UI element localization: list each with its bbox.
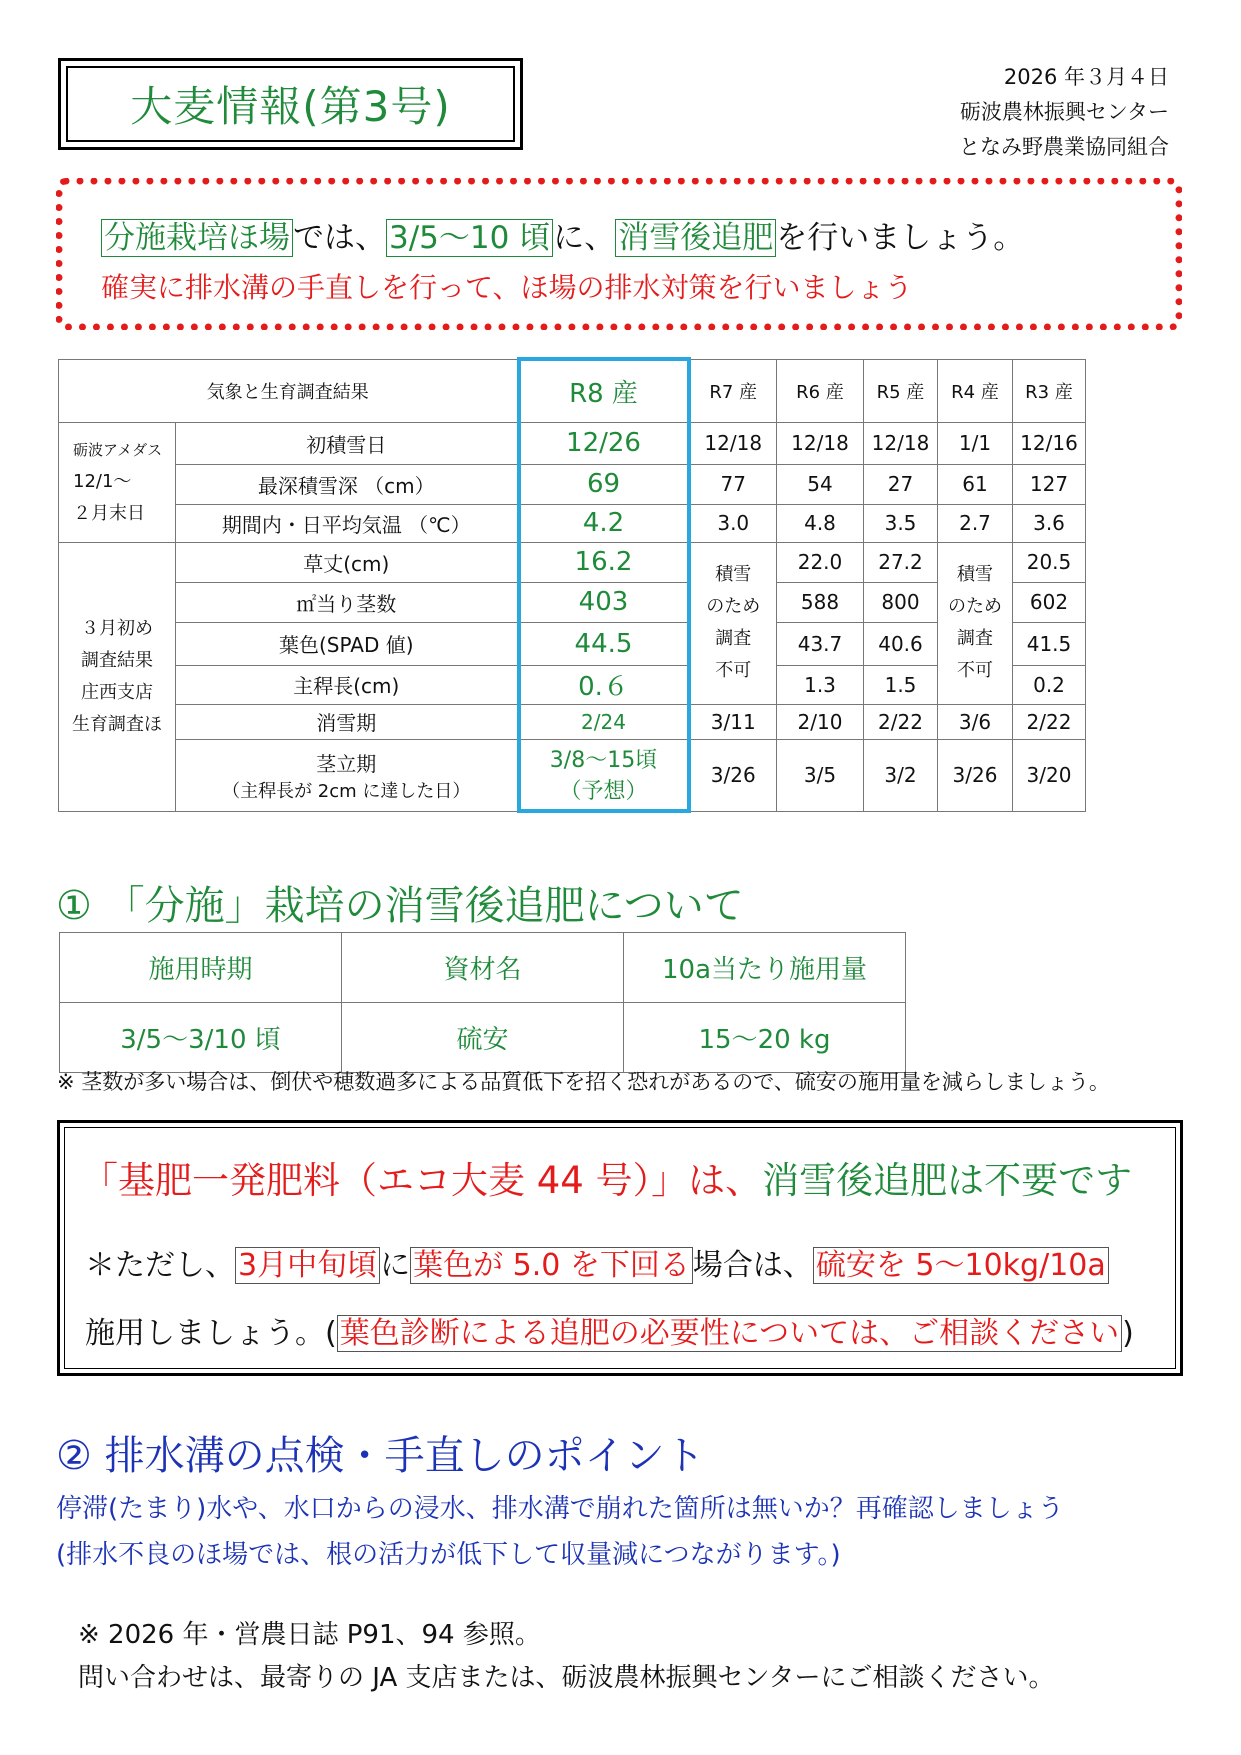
cell: 22.0 bbox=[777, 542, 864, 582]
cell: 12/18 bbox=[689, 422, 777, 464]
cell: 2/10 bbox=[777, 704, 864, 739]
fert-cell: 15～20 kg bbox=[624, 1003, 906, 1073]
cell: 3/11 bbox=[689, 704, 777, 739]
fert-header: 施用時期 bbox=[60, 933, 342, 1003]
cell: 1.3 bbox=[777, 665, 864, 704]
cell: 27.2 bbox=[864, 542, 938, 582]
cell: 3.5 bbox=[864, 504, 938, 542]
cell: 1.5 bbox=[864, 665, 938, 704]
footer bbox=[78, 1614, 1055, 1700]
base-text: に bbox=[380, 1248, 411, 1283]
title-box bbox=[58, 58, 523, 150]
alert-text: に、 bbox=[553, 220, 616, 256]
base-text: ) bbox=[1122, 1316, 1134, 1351]
alert-line-1 bbox=[101, 213, 1145, 263]
fert-cell: 硫安 bbox=[342, 1003, 624, 1073]
fert-cell: 3/5～3/10 頃 bbox=[60, 1003, 342, 1073]
cell-r8: 2/24 bbox=[519, 704, 689, 739]
issuer-org-1: 砺波農林振興センター bbox=[959, 100, 1169, 124]
alert-line-2: 確実に排水溝の手直しを行って、ほ場の排水対策を行いましょう bbox=[101, 271, 913, 304]
cell-r8: 0.６ bbox=[519, 665, 689, 704]
section-1-title: ① 「分施」栽培の消雪後追肥について bbox=[56, 883, 744, 929]
issuer-org-2: となみ野農業協同組合 bbox=[959, 135, 1169, 159]
page-title: 大麦情報(第3号) bbox=[66, 66, 515, 142]
no-survey-line: 積雪 bbox=[715, 564, 752, 585]
fertilizer-table bbox=[59, 932, 906, 1073]
alert-text: を行いましょう。 bbox=[776, 220, 1025, 256]
survey-title: 気象と生育調査結果 bbox=[59, 359, 519, 422]
row-label-note: （主稈長が 2cm に達した日） bbox=[222, 780, 471, 802]
base-highlight-consult: 葉色診断による追肥の必要性については、ご相談ください bbox=[337, 1315, 1122, 1352]
footer-contact: 問い合わせは、最寄りの JA 支店または、砺波農林振興センターにご相談ください。 bbox=[78, 1663, 1055, 1693]
cell-r8: 12/26 bbox=[519, 422, 689, 464]
cell: 40.6 bbox=[864, 622, 938, 665]
group-survey-line: 庄西支店 bbox=[81, 681, 153, 703]
cell-no-survey-r7 bbox=[689, 542, 777, 704]
row-label: 最深積雪深 （cm） bbox=[176, 464, 519, 504]
cell: 127 bbox=[1013, 464, 1086, 504]
no-survey-line: 不可 bbox=[957, 660, 993, 681]
cell: 3.0 bbox=[689, 504, 777, 542]
group-weather-line: 12/1～ bbox=[73, 471, 132, 492]
drainage-line-1: 停滞(たまり)水や、水口からの浸水、排水溝で崩れた箇所は無いか？再確認しましょう bbox=[56, 1494, 1064, 1524]
row-label: 葉色(SPAD 値) bbox=[176, 622, 519, 665]
alert-highlight-date: 3/5～10 頃 bbox=[386, 219, 553, 257]
cell: 12/18 bbox=[777, 422, 864, 464]
cell: 20.5 bbox=[1013, 542, 1086, 582]
cell-r8-note: （予想） bbox=[559, 779, 648, 805]
drainage-text bbox=[56, 1486, 1064, 1578]
alert-highlight-topdress: 消雪後追肥 bbox=[615, 219, 776, 257]
group-survey-line: 調査結果 bbox=[81, 649, 153, 671]
cell-r8: 44.5 bbox=[519, 622, 689, 665]
row-label: ㎡当り茎数 bbox=[176, 582, 519, 622]
base-line-3 bbox=[85, 1308, 1134, 1352]
drainage-line-2: (排水不良のほ場では、根の活力が低下して収量減につながります。) bbox=[56, 1540, 841, 1570]
year-header: R4 産 bbox=[938, 359, 1013, 422]
no-survey-line: 調査 bbox=[957, 628, 993, 649]
cell: 602 bbox=[1013, 582, 1086, 622]
base-fertilizer-box bbox=[57, 1120, 1183, 1376]
base-highlight-leaf-color: 葉色が 5.0 を下回る bbox=[410, 1247, 693, 1284]
year-header-r8: R8 産 bbox=[519, 359, 689, 422]
cell: 3/20 bbox=[1013, 739, 1086, 811]
no-survey-line: 調査 bbox=[715, 628, 752, 649]
cell: 3/26 bbox=[938, 739, 1013, 811]
cell-r8: 16.2 bbox=[519, 542, 689, 582]
cell-r8: 4.2 bbox=[519, 504, 689, 542]
cell: 2/22 bbox=[864, 704, 938, 739]
fert-header: 資材名 bbox=[342, 933, 624, 1003]
group-weather-line: ２月末日 bbox=[73, 503, 145, 524]
cell-r8-stem bbox=[519, 739, 689, 811]
cell: 0.2 bbox=[1013, 665, 1086, 704]
cell: 12/18 bbox=[864, 422, 938, 464]
year-header: R3 産 bbox=[1013, 359, 1086, 422]
base-title-green: 消雪後追肥は不要です bbox=[762, 1159, 1133, 1202]
cell: 2.7 bbox=[938, 504, 1013, 542]
cell: 61 bbox=[938, 464, 1013, 504]
base-text: 場合は、 bbox=[692, 1248, 813, 1283]
group-weather-line: 砺波アメダス bbox=[73, 441, 163, 459]
cell: 3/5 bbox=[777, 739, 864, 811]
alert-text: では、 bbox=[293, 220, 386, 256]
base-text: 施用しましょう。( bbox=[85, 1316, 337, 1351]
group-weather bbox=[59, 422, 176, 542]
row-label-stem bbox=[176, 739, 519, 811]
cell: 3/6 bbox=[938, 704, 1013, 739]
issue-date: 2026 年３月４日 bbox=[1003, 65, 1169, 89]
base-fertilizer-inner bbox=[64, 1127, 1176, 1369]
cell: 4.8 bbox=[777, 504, 864, 542]
section-2-title: ② 排水溝の点検・手直しのポイント bbox=[56, 1433, 705, 1479]
cell: 43.7 bbox=[777, 622, 864, 665]
no-survey-line: 積雪 bbox=[957, 564, 993, 585]
issuer-block bbox=[959, 60, 1169, 165]
cell: 588 bbox=[777, 582, 864, 622]
row-label: 主稈長(cm) bbox=[176, 665, 519, 704]
row-label: 消雪期 bbox=[176, 704, 519, 739]
base-title-red: 「基肥一発肥料（エコ大麦 44 号）」は、 bbox=[81, 1159, 763, 1202]
cell: 12/16 bbox=[1013, 422, 1086, 464]
alert-box bbox=[56, 178, 1182, 330]
base-highlight-amount: 硫安を 5～10kg/10a bbox=[813, 1247, 1109, 1284]
cell: 77 bbox=[689, 464, 777, 504]
cell: 2/22 bbox=[1013, 704, 1086, 739]
cell: 800 bbox=[864, 582, 938, 622]
cell-r8: 403 bbox=[519, 582, 689, 622]
cell: 41.5 bbox=[1013, 622, 1086, 665]
row-label: 茎立期 bbox=[316, 751, 377, 776]
no-survey-line: のため bbox=[948, 596, 1002, 617]
cell: 27 bbox=[864, 464, 938, 504]
group-survey-line: ３月初め bbox=[81, 617, 153, 639]
base-text: ＊ただし、 bbox=[85, 1248, 235, 1283]
cell: 3.6 bbox=[1013, 504, 1086, 542]
no-survey-line: のため bbox=[706, 596, 761, 617]
row-label: 期間内・日平均気温 （℃） bbox=[176, 504, 519, 542]
base-line-2 bbox=[85, 1240, 1109, 1284]
cell: 54 bbox=[777, 464, 864, 504]
cell: 3/26 bbox=[689, 739, 777, 811]
cell: 3/2 bbox=[864, 739, 938, 811]
row-label: 草丈(cm) bbox=[176, 542, 519, 582]
fert-header: 10a当たり施用量 bbox=[624, 933, 906, 1003]
row-label: 初積雪日 bbox=[176, 422, 519, 464]
survey-table bbox=[58, 357, 1086, 813]
footer-reference: ※ 2026 年・営農日誌 P91、94 参照。 bbox=[78, 1620, 541, 1650]
no-survey-line: 不可 bbox=[715, 660, 752, 681]
cell: 1/1 bbox=[938, 422, 1013, 464]
year-header: R5 産 bbox=[864, 359, 938, 422]
cell-r8: 3/8～15頃 bbox=[549, 748, 658, 774]
alert-highlight-field: 分施栽培ほ場 bbox=[101, 219, 293, 257]
group-survey-line: 生育調査ほ bbox=[72, 713, 162, 735]
base-title bbox=[81, 1150, 1132, 1204]
group-survey bbox=[59, 542, 176, 811]
fertilizer-note: ※ 茎数が多い場合は、倒伏や穂数過多による品質低下を招く恐れがあるので、硫安の施用量を減らしましょう。 bbox=[57, 1070, 1110, 1094]
year-header: R7 産 bbox=[689, 359, 777, 422]
year-header: R6 産 bbox=[777, 359, 864, 422]
base-highlight-timing: 3月中旬頃 bbox=[235, 1247, 380, 1284]
cell-r8: 69 bbox=[519, 464, 689, 504]
cell-no-survey-r4 bbox=[938, 542, 1013, 704]
